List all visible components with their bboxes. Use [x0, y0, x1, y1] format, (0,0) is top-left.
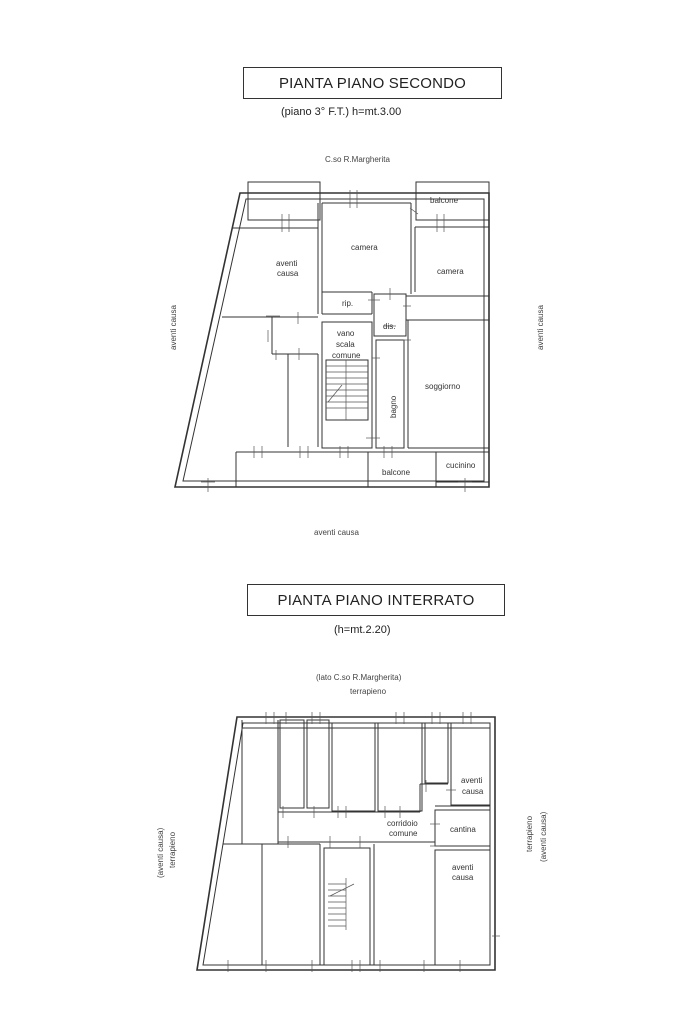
lower-left-label-2: terrapieno — [168, 831, 177, 868]
lower-label-aventi-bottom-1: aventi — [452, 863, 474, 872]
upper-balcony-left — [248, 182, 320, 220]
lower-top-label-1: (lato C.so R.Margherita) — [316, 673, 402, 682]
upper-bottom-label: aventi causa — [314, 528, 359, 537]
lower-label-aventi-bottom-2: causa — [452, 873, 474, 882]
lower-stairwell — [324, 848, 370, 965]
lower-cellar-1 — [280, 720, 304, 808]
upper-floor-plan — [169, 155, 545, 537]
upper-label-cucinino: cucinino — [446, 461, 476, 470]
upper-plan-subtitle: (piano 3° F.T.) h=mt.3.00 — [281, 106, 402, 118]
upper-bathroom — [376, 340, 404, 448]
lower-left-label-1: (aventi causa) — [156, 827, 165, 878]
lower-plan-title-text: PIANTA PIANO INTERRATO — [277, 591, 475, 609]
upper-label-soggiorno: soggiorno — [425, 382, 461, 391]
lower-label-corridoio-1: corridoio — [387, 819, 418, 828]
lower-plan-subtitle: (h=mt.2.20) — [334, 624, 391, 636]
lower-top-label-2: terrapieno — [350, 687, 387, 696]
lower-label-corridoio-2: comune — [389, 829, 418, 838]
lower-cellar-4 — [378, 723, 422, 811]
upper-label-scala: scala — [336, 340, 355, 349]
lower-right-label-1: terrapieno — [525, 815, 534, 852]
upper-left-side-label: aventi causa — [169, 305, 178, 350]
upper-label-aventi-2: causa — [277, 269, 299, 278]
upper-label-camera-right: camera — [437, 267, 464, 276]
lower-cellar-2 — [307, 720, 329, 808]
upper-label-rip: rip. — [342, 299, 354, 308]
upper-label-vano: vano — [337, 329, 355, 338]
upper-label-camera-center: camera — [351, 243, 378, 252]
upper-label-comune: comune — [332, 351, 361, 360]
upper-plan-title-text: PIANTA PIANO SECONDO — [278, 74, 467, 92]
upper-label-balcone-bottom: balcone — [382, 468, 411, 477]
upper-label-bagno: bagno — [389, 395, 398, 418]
upper-label-balcone-top: balcone — [430, 196, 459, 205]
lower-label-aventi-top-1: aventi — [461, 776, 483, 785]
lower-label-aventi-top-2: causa — [462, 787, 484, 796]
lower-cellar-3 — [332, 723, 375, 811]
upper-right-side-label: aventi causa — [536, 305, 545, 350]
upper-street-label: C.so R.Margherita — [325, 155, 390, 164]
lower-right-label-2: (aventi causa) — [539, 811, 548, 862]
upper-outer-wall — [175, 193, 489, 487]
upper-label-aventi-1: aventi — [276, 259, 298, 268]
lower-cellar-5 — [425, 723, 448, 783]
upper-inner-wall — [183, 199, 484, 481]
lower-label-cantina: cantina — [450, 825, 476, 834]
upper-label-dis: dis. — [383, 322, 396, 331]
lower-floor-plan — [156, 673, 548, 972]
